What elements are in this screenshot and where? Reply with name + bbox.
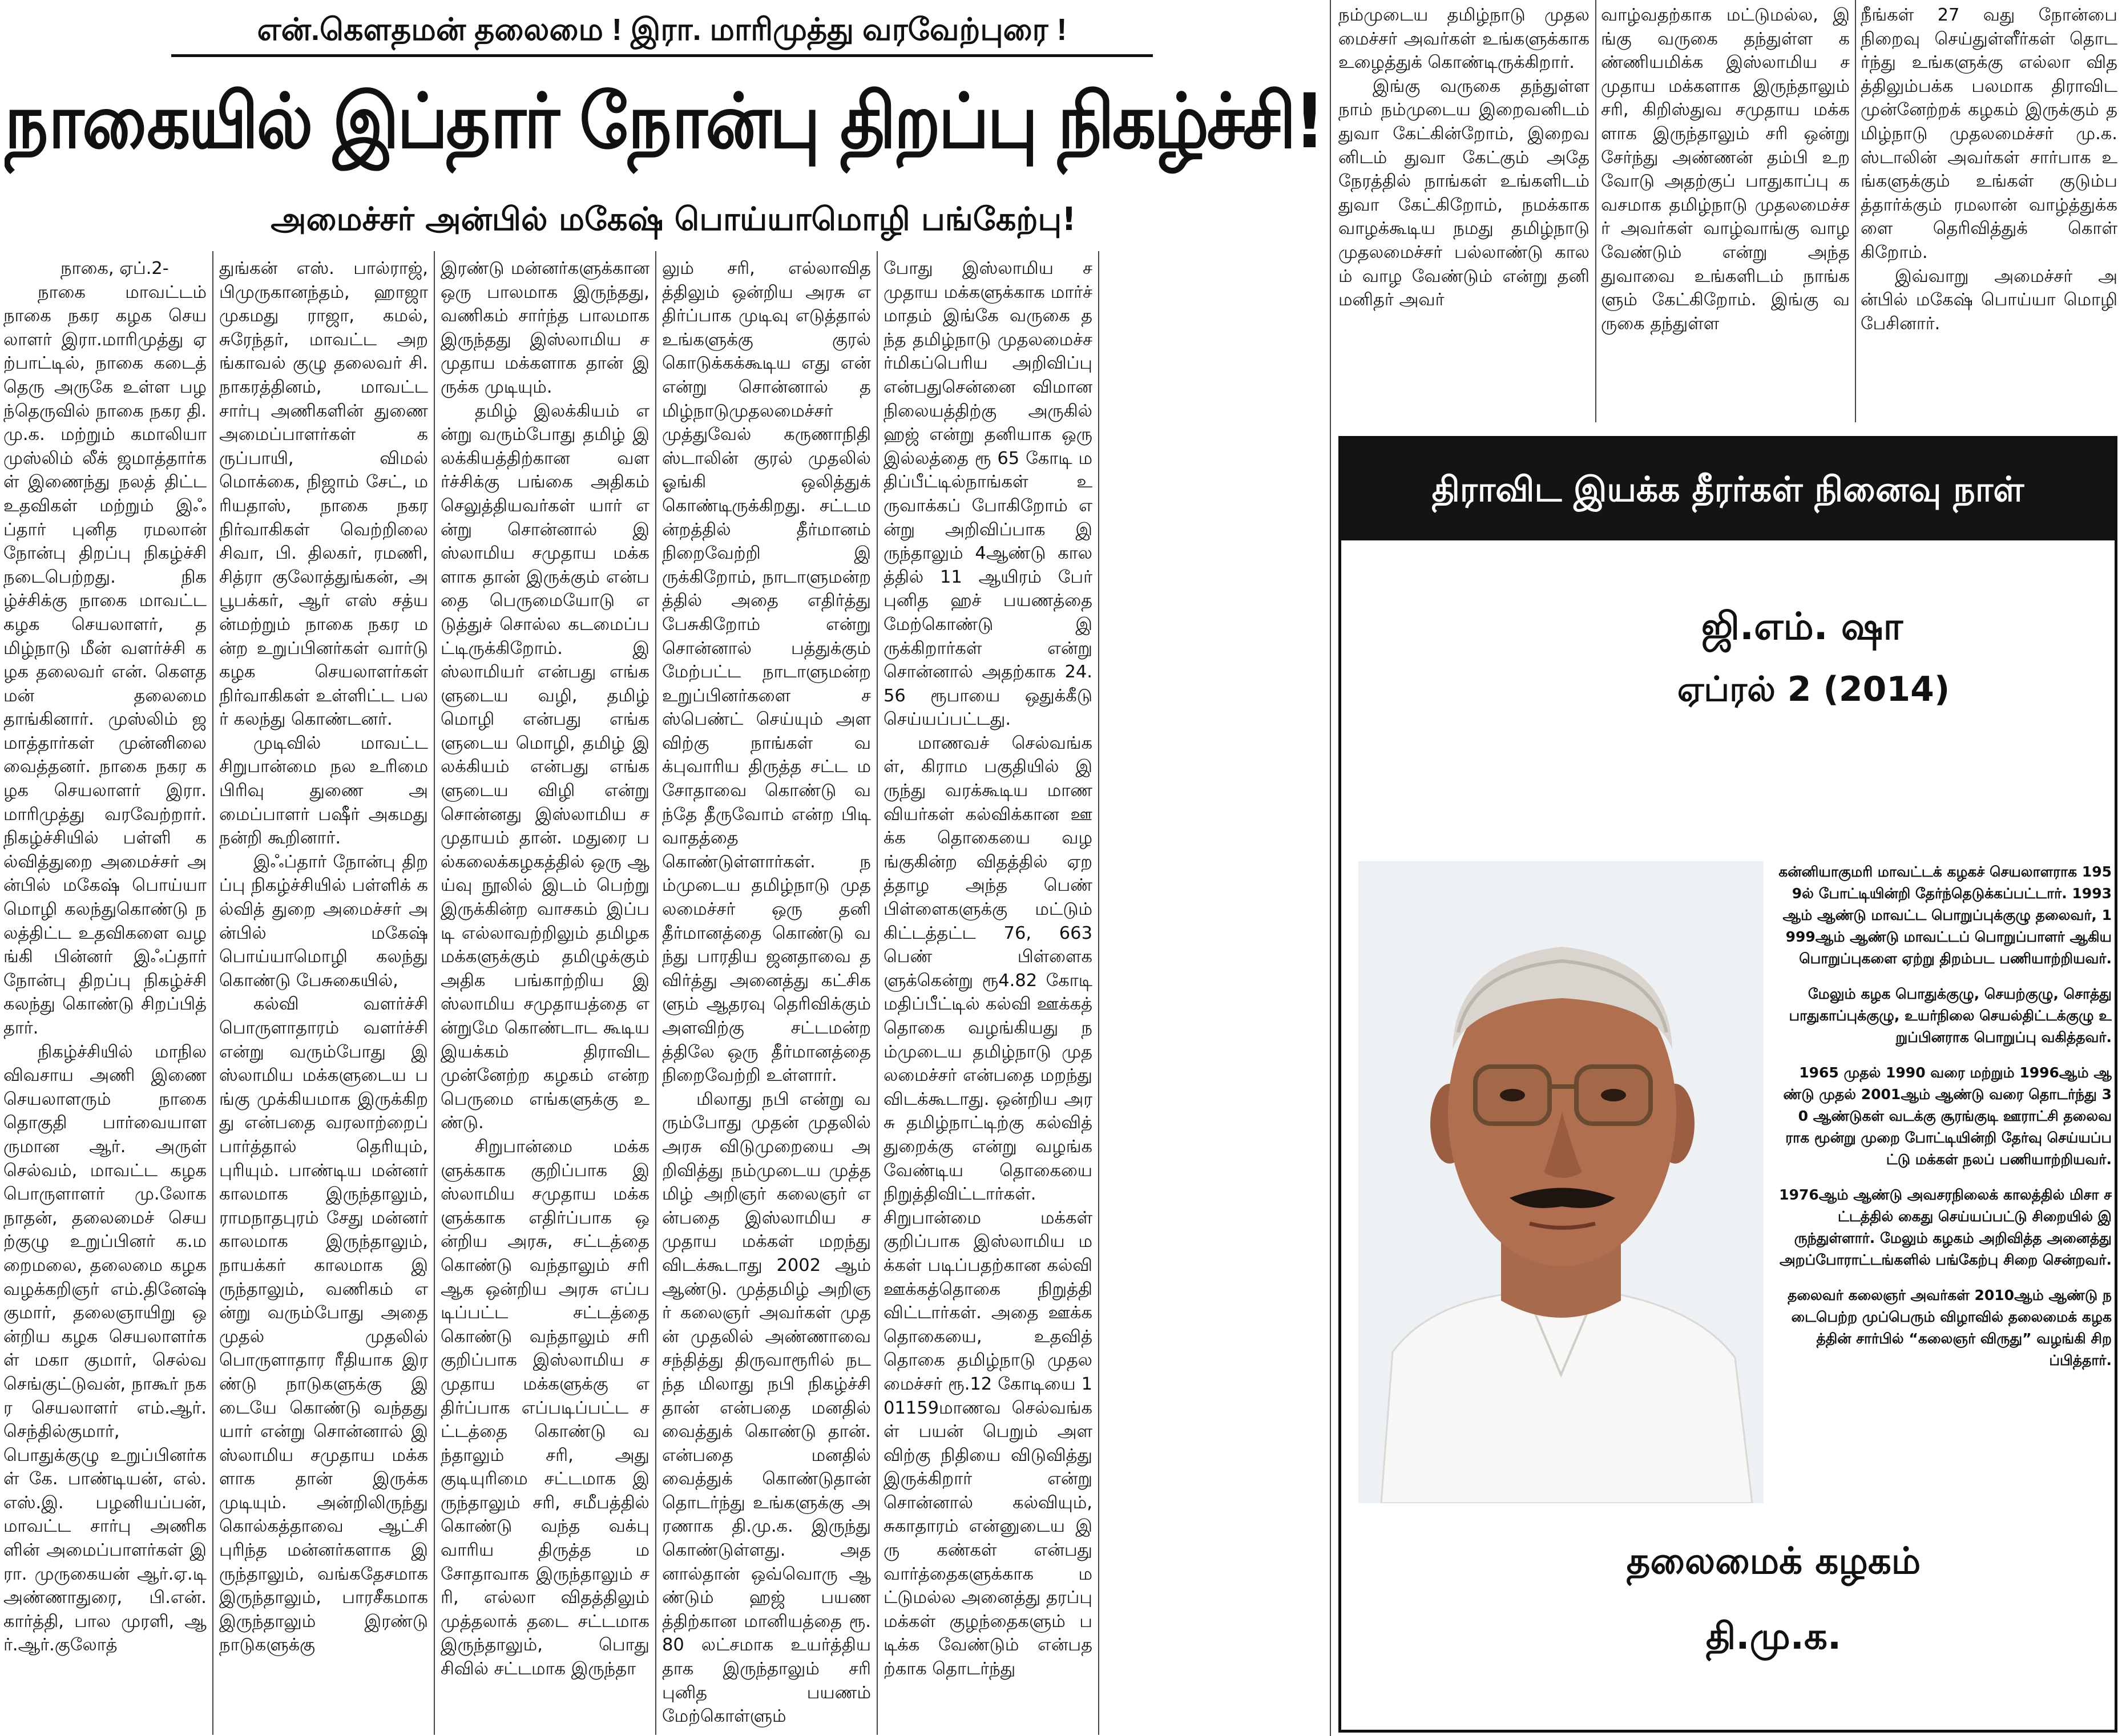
article-subhead: அமைச்சர் அன்பில் மகேஷ் பொய்யாமொழி பங்கேற்பு! <box>271 201 1076 238</box>
bio-paragraph: கன்னியாகுமரி மாவட்டக் கழகச் செயலாளராக 1959ல் போட்டியின்றி தேர்ந்தெடுக்கப்பட்டார். 1993ஆம் ஆண்டு மாவட்ட பொறுப்புக்குழு தலைவர், 1999ஆம் ஆண்டு மாவட்டப் பொறுப்பாளர் ஆகிய பொறுப்புகளை ஏற்று திறம்பட பணியாற்றியவர். <box>1778 863 2112 967</box>
article-headline: நாகையில் இப்தார் நோன்பு திறப்பு நிகழ்ச்சி! <box>5 78 1323 165</box>
article-column-7 <box>1601 3 1850 420</box>
article-paragraph: இரண்டு மன்னர்களுக்கான ஒரு பாலமாக இருந்தது, வணிகம் சார்ந்த பாலமாக இருந்தது இஸ்லாமிய சமுதாய மக்களாக தான் இருக்க முடியும். <box>441 259 649 397</box>
article-paragraph: துங்கன் எஸ். பால்ராஜ், பிமுருகானந்தம், ஹாஜா முகமது ராஜா, கமல், சுரேந்தர், மாவட்ட அறங்காவல் குழு தலைவர் சி. நாகரத்தினம், மாவட்ட சார்பு அணிகளின் துணை அமைப்பாளர்கள் கருப்பாயி, விமல் மொக்கை, நிஜாம் சேட், மரியதாஸ், நாகை நகர நிர்வாகிகள் வெற்றிலை சிவா, பி. திலகர், ரமணி, சித்ரா குலோத்துங்கன், அபூபக்கர், ஆர் எஸ் சத்யன்மற்றும் நாகை நகர மன்ற உறுப்பினர்கள் வார்டு கழக செயலாளர்கள் நிர்வாகிகள் உள்ளிட்ட பலர் கலந்து கொண்டனர். <box>219 259 428 730</box>
column-rule <box>1330 0 1331 1736</box>
article-paragraph: இவ்வாறு அமைச்சர் அன்பில் மகேஷ் பொய்யா மொழி பேசினார். <box>1861 266 2117 334</box>
article-paragraph: போது இஸ்லாமிய சமுதாய மக்களுக்காக மார்ச் மாதம் இங்கே வருகை தந்த தமிழ்நாடு முதலமைச்சர்மிகப்பெரிய அறிவிப்பு என்பதுசென்னை விமான நிலையத்திற்கு அருகில் ஹஜ் என்று தனியாக ஒரு இல்லத்தை ரூ 65 கோடி மதிப்பீட்டில்நாங்கள் உருவாக்கப் போகிறோம் என்று அறிவிப்பாக இருந்தாலும் 4ஆண்டு காலத்தில் 11 ஆயிரம் பேர் புனித ஹச் பயணத்தை மேற்கொண்டு இருக்கிறார்கள் என்று சொன்னால் அதற்காக 24.56 ரூபாயை ஒதுக்கீடு செய்யப்பட்டது. <box>884 259 1092 730</box>
article-paragraph: நிகழ்ச்சியில் மாநில விவசாய அணி இணை செயலாளரும் நாகை தொகுதி பார்வையாளருமான ஆர். அருள் செல்வம், மாவட்ட கழக பொருளாளர் மு.லோகநாதன், தலைமைச் செயற்குழு உறுப்பினர் க.மறைமலை, தலைமை கழக வழக்கறிஞர் எம்.தினேஷ் குமார், தலைஞாயிறு ஒன்றிய கழக செயலாளர்கள் மகா குமார், செல்வ செங்குட்டுவன், நாகூர் நகர செயலாளர் எம்.ஆர். செந்தில்குமார், பொதுக்குழு உறுப்பினர்கள் கே. பாண்டியன், எல்.எஸ்.இ. பழனியப்பன், மாவட்ட சார்பு அணிகளின் அமைப்பாளர்கள் இரா. முருகையன் ஆர்.ஏ.டி அண்ணாதுரை, பி.என். கார்த்தி, பால முரளி, ஆர்.ஆர்.குலோத் <box>3 1041 207 1656</box>
bio-paragraph: தலைவர் கலைஞர் அவர்கள் 2010ஆம் ஆண்டு நடைபெற்ற முப்பெரும் விழாவில் தலைமைக் கழகத்தின் சார்பில் “கலைஞர் விருது” வழங்கி சிறப்பித்தார். <box>1788 1287 2112 1368</box>
article-column-8 <box>1861 3 2117 420</box>
column-rule <box>1855 0 1856 422</box>
column-rule <box>877 251 878 1735</box>
article-paragraph: லும் சரி, எல்லாவிதத்திலும் ஒன்றிய அரசு எதிர்ப்பாக முடிவு எடுத்தால் உங்களுக்கு குரல் கொடுக்கக்கூடிய எது என் என்று சொன்னால் தமிழ்நாடுமுதலமைச்சர் முத்துவேல் கருணாநிதி ஸ்டாலின் குரல் முதலில் ஓங்கி ஒலித்துக் கொண்டிருக்கிறது. சட்டமன்றத்தில் தீர்மானம் நிறைவேற்றி இருக்கிறோம், நாடாளுமன்றத்தில் அதை எதிர்த்து பேசுகிறோம் என்று சொன்னால் பத்துக்கும் மேற்பட்ட நாடாளுமன்ற உறுப்பினர்களை சஸ்பெண்ட் செய்யும் அளவிற்கு நாங்கள் வக்புவாரிய திருத்த சட்ட மசோதாவை கொண்டு வந்தே தீருவோம் என்ற பிடி வாதத்தை கொண்டுள்ளார்கள். நம்முடைய தமிழ்நாடு முதலமைச்சர் ஒரு தனி தீர்மானத்தை கொண்டு வந்து பாரதிய ஜனதாவை தவிர்த்து அனைத்து கட்சிகளும் ஆதரவு தெரிவிக்கும் அளவிற்கு சட்டமன்றத்திலே ஒரு தீர்மானத்தை நிறைவேற்றி உள்ளார். <box>662 259 871 1086</box>
memorial-date: ஏப்ரல் 2 (2014) <box>1677 669 1950 709</box>
article-kicker: என்.கௌதமன் தலைமை ! இரா. மாரிமுத்து வரவேற்புரை ! <box>171 2 1153 57</box>
article-column-5 <box>884 257 1092 1735</box>
article-paragraph: மாணவச் செல்வங்கள், கிராம பகுதியில் இருந்து வரக்கூடிய மாணவியர்கள் கல்விக்கான ஊக்க தொகையை வழங்குகின்ற விதத்தில் ஏறத்தாழ அந்த பெண் பிள்ளைகளுக்கு மட்டும் கிட்டத்தட்ட 76, 663 பெண் பிள்ளைகளுக்கென்று ரூ4.82 கோடி மதிப்பீட்டில் கல்வி ஊக்கத் தொகை வழங்கியது நம்முடைய தமிழ்நாடு முதலமைச்சர் என்பதை மறந்து விடக்கூடாது. ஒன்றிய அரசு தமிழ்நாட்டிற்கு கல்வித் துறைக்கு என்று வழங்க வேண்டிய தொகையை நிறுத்திவிட்டார்கள். சிறுபான்மை மக்கள் குறிப்பாக இஸ்லாமிய மக்கள் படிப்பதற்கான கல்வி ஊக்கத்தொகை நிறுத்தி விட்டார்கள். அதை ஊக்க தொகையை, உதவித் தொகை தமிழ்நாடு முதலமைச்சர் ரூ.12 கோடியை 101159மாணவ செல்வங்கள் பயன் பெறும் அளவிற்கு நிதியை விடுவித்து இருக்கிறார் என்று சொன்னால் கல்வியும், சுகாதாரம் என்னுடைய இரு கண்கள் என்பது வார்த்தைகளுக்காக மட்டுமல்ல அனைத்து தரப்பு மக்கள் குழந்தைகளும் படிக்க வேண்டும் என்பதற்காக தொடர்ந்து <box>884 733 1092 1680</box>
article-column-1 <box>3 257 207 1735</box>
memorial-name: ஜி.எம். ஷா <box>1701 604 1903 648</box>
memorial-biography <box>1775 861 2112 1512</box>
article-paragraph: சிறுபான்மை மக்களுக்காக குறிப்பாக இஸ்லாமிய சமுதாய மக்களுக்காக எதிர்ப்பாக ஒன்றிய அரசு, சட்டத்தை கொண்டு வந்தாலும் சரி ஆக ஒன்றிய அரசு எப்படிப்பட்ட சட்டத்தை கொண்டு வந்தாலும் சரி குறிப்பாக இஸ்லாமிய சமுதாய மக்களுக்கு எதிர்ப்பாக எப்படிப்பட்ட சட்டத்தை கொண்டு வந்தாலும் சரி, அது குடியுரிமை சட்டமாக இருந்தாலும் சரி, சமீபத்தில் கொண்டு வந்த வக்பு வாரிய திருத்த மசோதாவாக இருந்தாலும் சரி, எல்லா விதத்திலும் முத்தலாக் தடை சட்டமாக இருந்தாலும், பொது சிவில் சட்டமாக இருந்தா <box>441 1136 649 1680</box>
memorial-signature-org: தி.மு.க. <box>1705 1616 1842 1658</box>
memorial-notice <box>1338 436 2117 1733</box>
article-paragraph: இங்கு வருகை தந்துள்ள நாம் நம்முடைய இறைவனிடம் துவா கேட்கின்றோம், இறைவனிடம் துவா கேட்கும் அதே நேரத்தில் நாங்கள் உங்களிடம் துவா கேட்கிறோம், நமக்காக வாழக்கூடிய நமது தமிழ்நாடு முதலமைச்சர் பல்லாண்டு காலம் வாழ வேண்டும் என்று தனி மனிதர் அவர் <box>1338 76 1590 310</box>
article-column-6 <box>1338 3 1590 420</box>
article-paragraph: நீங்கள் 27 வது நோன்பை நிறைவு செய்துள்ளீர்கள் தொடர்ந்து உங்களுக்கு எல்லா விதத்திலும்பக்க பலமாக திராவிட முன்னேற்றக் கழகம் இருக்கும் தமிழ்நாடு முதலமைச்சர் மு.க.ஸ்டாலின் அவர்கள் சார்பாக உங்களுக்கும் உங்கள் குடும்பத்தார்க்கும் ரமலான் வாழ்த்துக்களை தெரிவித்துக் கொள் கிறோம். <box>1861 5 2117 263</box>
column-rule <box>655 251 656 1735</box>
article-column-4 <box>662 257 871 1735</box>
article-paragraph: மிலாது நபி என்று வரும்போது முதன் முதலில் அரசு விடுமுறையை அறிவித்து நம்முடைய முத்தமிழ் அறிஞர் கலைஞர் என்பதை இஸ்லாமிய சமுதாய மக்கள் மறந்து விடக்கூடாது 2002 ஆம் ஆண்டு. முத்தமிழ் அறிஞர் கலைஞர் அவர்கள் முதன் முதலில் அண்ணாவை சந்தித்து திருவாரூரில் நடந்த மிலாது நபி நிகழ்ச்சி தான் என்பதை மனதில் வைத்துக் கொண்டு தான்.என்பதை மனதில் வைத்துக் கொண்டுதான் தொடர்ந்து உங்களுக்கு அரணாக தி.மு.க. இருந்து கொண்டுள்ளது. அதனால்தான் ஒவ்வொரு ஆண்டும் ஹஜ் பயணத்திற்கான மானியத்தை ரூ. 80 லட்சமாக உயர்த்தியதாக இருந்தாலும் சரி புனித பயணம் மேற்கொள்ளும் <box>662 1089 871 1727</box>
article-paragraph: வாழ்வதற்காக மட்டுமல்ல, இங்கு வருகை தந்துள்ள கண்ணியமிக்க இஸ்லாமிய சமுதாய மக்களாக இருந்தாலும் சரி, கிறிஸ்துவ சமுதாய மக்களாக இருந்தாலும் சரி ஒன்று சேர்ந்து அண்ணன் தம்பி உறவோடு அதற்குப் பாதுகாப்பு கவசமாக தமிழ்நாடு முதலமைச்சர் அவர்கள் வாழ்வாங்கு வாழ வேண்டும் என்று அந்த துவாவை உங்களிடம் நாங்களும் கேட்கிறோம். இங்கு வருகை தந்துள்ள <box>1601 5 1850 334</box>
bio-paragraph: 1965 முதல் 1990 வரை மற்றும் 1996ஆம் ஆண்டு முதல் 2001ஆம் ஆண்டு வரை தொடர்ந்து 30 ஆண்டுகள் வடக்கு சூரங்குடி ஊராட்சி தலைவராக மூன்று முறை போட்டியின்றி தேர்வு செய்யப்பட்டு மக்கள் நலப் பணியாற்றியவர். <box>1783 1064 2112 1168</box>
portrait-illustration <box>1358 861 1764 1503</box>
column-rule <box>212 251 213 1735</box>
memorial-signature: தலைமைக் கழகம் <box>1626 1540 1921 1582</box>
column-rule <box>434 251 435 1735</box>
article-column-2 <box>219 257 428 1735</box>
article-paragraph: முடிவில் மாவட்ட சிறுபான்மை நல உரிமை பிரிவு துணை அமைப்பாளர் பஷீர் அகமது நன்றி கூறினார். <box>219 733 428 849</box>
bio-paragraph: மேலும் கழக பொதுக்குழு, செயற்குழு, சொத்து பாதுகாப்புக்குழு, உயர்நிலை செயல்திட்டக்குழு உறுப்பினராக பொறுப்பு வகித்தவர். <box>1789 986 2112 1045</box>
article-paragraph: தமிழ் இலக்கியம் என்று வரும்போது தமிழ் இலக்கியத்திற்கான வளர்ச்சிக்கு பங்கை அதிகம் செலுத்தியவர்கள் யார் என்று சொன்னால் இஸ்லாமிய சமுதாய மக்களாக தான் இருக்கும் என்பதை பெருமையோடு எடுத்துச் சொல்ல கடமைப்பட்டிருக்கிறோம். இஸ்லாமியர் என்பது எங்களுடைய வழி, தமிழ் மொழி என்பது எங்களுடைய மொழி, தமிழ் இலக்கியம் என்பது எங்களுடைய விழி என்று சொன்னது இஸ்லாமிய சமுதாயம் தான். மதுரை பல்கலைக்கழகத்தில் ஒரு ஆய்வு நூலில் இடம் பெற்று இருக்கின்ற வாசகம் இப்படி எல்லாவற்றிலும் தமிழக மக்களுக்கும் தமிழுக்கும் அதிக பங்காற்றிய இஸ்லாமிய சமுதாயத்தை என்றுமே கொண்டாட கூடிய இயக்கம் திராவிட முன்னேற்ற கழகம் என்ற பெருமை எங்களுக்கு உண்டு. <box>441 401 649 1133</box>
article-paragraph: நாகை மாவட்டம் நாகை நகர கழக செயலாளர் இரா.மாரிமுத்து ஏற்பாட்டில், நாகை கடைத் தெரு அருகே உள்ள பழந்தெருவில் நாகை நகர தி.மு.க. மற்றும் கமாலியா முஸ்லிம் லீக் ஜமாத்தார்கள் இணைந்து நலத் திட்ட உதவிகள் மற்றும் இஃப்தார் புனித ரமலான் நோன்பு திறப்பு நிகழ்ச்சி நடைபெற்றது. நிகழ்ச்சிக்கு நாகை மாவட்ட கழக செயலாளர், தமிழ்நாடு மீன் வளர்ச்சி கழக தலைவர் என். கௌதமன் தலைமை தாங்கினார். முஸ்லிம் ஜமாத்தார்கள் முன்னிலை வைத்தனர். நாகை நகர கழக செயலாளர் இரா. மாரிமுத்து வரவேற்றார். நிகழ்ச்சியில் பள்ளி கல்வித்துறை அமைச்சர் அன்பில் மகேஷ் பொய்யா மொழி கலந்துகொண்டு நலத்திட்ட உதவிகளை வழங்கி பின்னர் இஃப்தார் நோன்பு திறப்பு நிகழ்ச்சி கலந்து கொண்டு சிறப்பித் தார். <box>3 282 207 1038</box>
article-column-3 <box>441 257 649 1735</box>
article-dateline: நாகை, ஏப்.2- <box>60 259 169 278</box>
article-paragraph: கல்வி வளர்ச்சி பொருளாதாரம் வளர்ச்சி என்று வரும்போது இஸ்லாமிய மக்களுடைய பங்கு முக்கியமாக இருக்கிறது என்பதை வரலாற்றைப் பார்த்தால் தெரியும், புரியும். பாண்டிய மன்னர் காலமாக இருந்தாலும், ராமநாதபுரம் சேது மன்னர் காலமாக இருந்தாலும், நாயக்கர் காலமாக இருந்தாலும், வணிகம் என்று வரும்போது அதை முதல் முதலில் பொருளாதார ரீதியாக இரண்டு நாடுகளுக்கு இடையே கொண்டு வந்தது யார் என்று சொன்னால் இஸ்லாமிய சமுதாய மக்களாக தான் இருக்க முடியும். அன்றிலிருந்து கொல்கத்தாவை ஆட்சி புரிந்த மன்னர்களாக இருந்தாலும், வங்கதேசமாக இருந்தாலும், பாரசீகமாக இருந்தாலும் இரண்டு நாடுகளுக்கு <box>219 994 428 1656</box>
article-paragraph: நம்முடைய தமிழ்நாடு முதலமைச்சர் அவர்கள் உங்களுக்காக உழைத்துக் கொண்டிருக்கிறார். <box>1338 5 1590 73</box>
bio-paragraph: 1976ஆம் ஆண்டு அவசரநிலைக் காலத்தில் மிசா சட்டத்தில் கைது செய்யப்பட்டு சிறையில் இருந்துள்ளார். மேலும் கழகம் அறிவித்த அனைத்து அறப்போராட்டங்களில் பங்கேற்பு சிறை சென்றவர். <box>1779 1186 2112 1268</box>
article-paragraph: இஃப்தார் நோன்பு திறப்பு நிகழ்ச்சியில் பள்ளிக் கல்வித் துறை அமைச்சர் அன்பில் மகேஷ் பொய்யாமொழி கலந்து கொண்டு பேசுகையில், <box>219 851 428 991</box>
portrait-photo <box>1358 861 1764 1503</box>
column-rule <box>1098 251 1099 1735</box>
memorial-title: திராவிட இயக்க தீரர்கள் நினைவு நாள் <box>1341 439 2115 540</box>
column-rule <box>1595 0 1596 422</box>
